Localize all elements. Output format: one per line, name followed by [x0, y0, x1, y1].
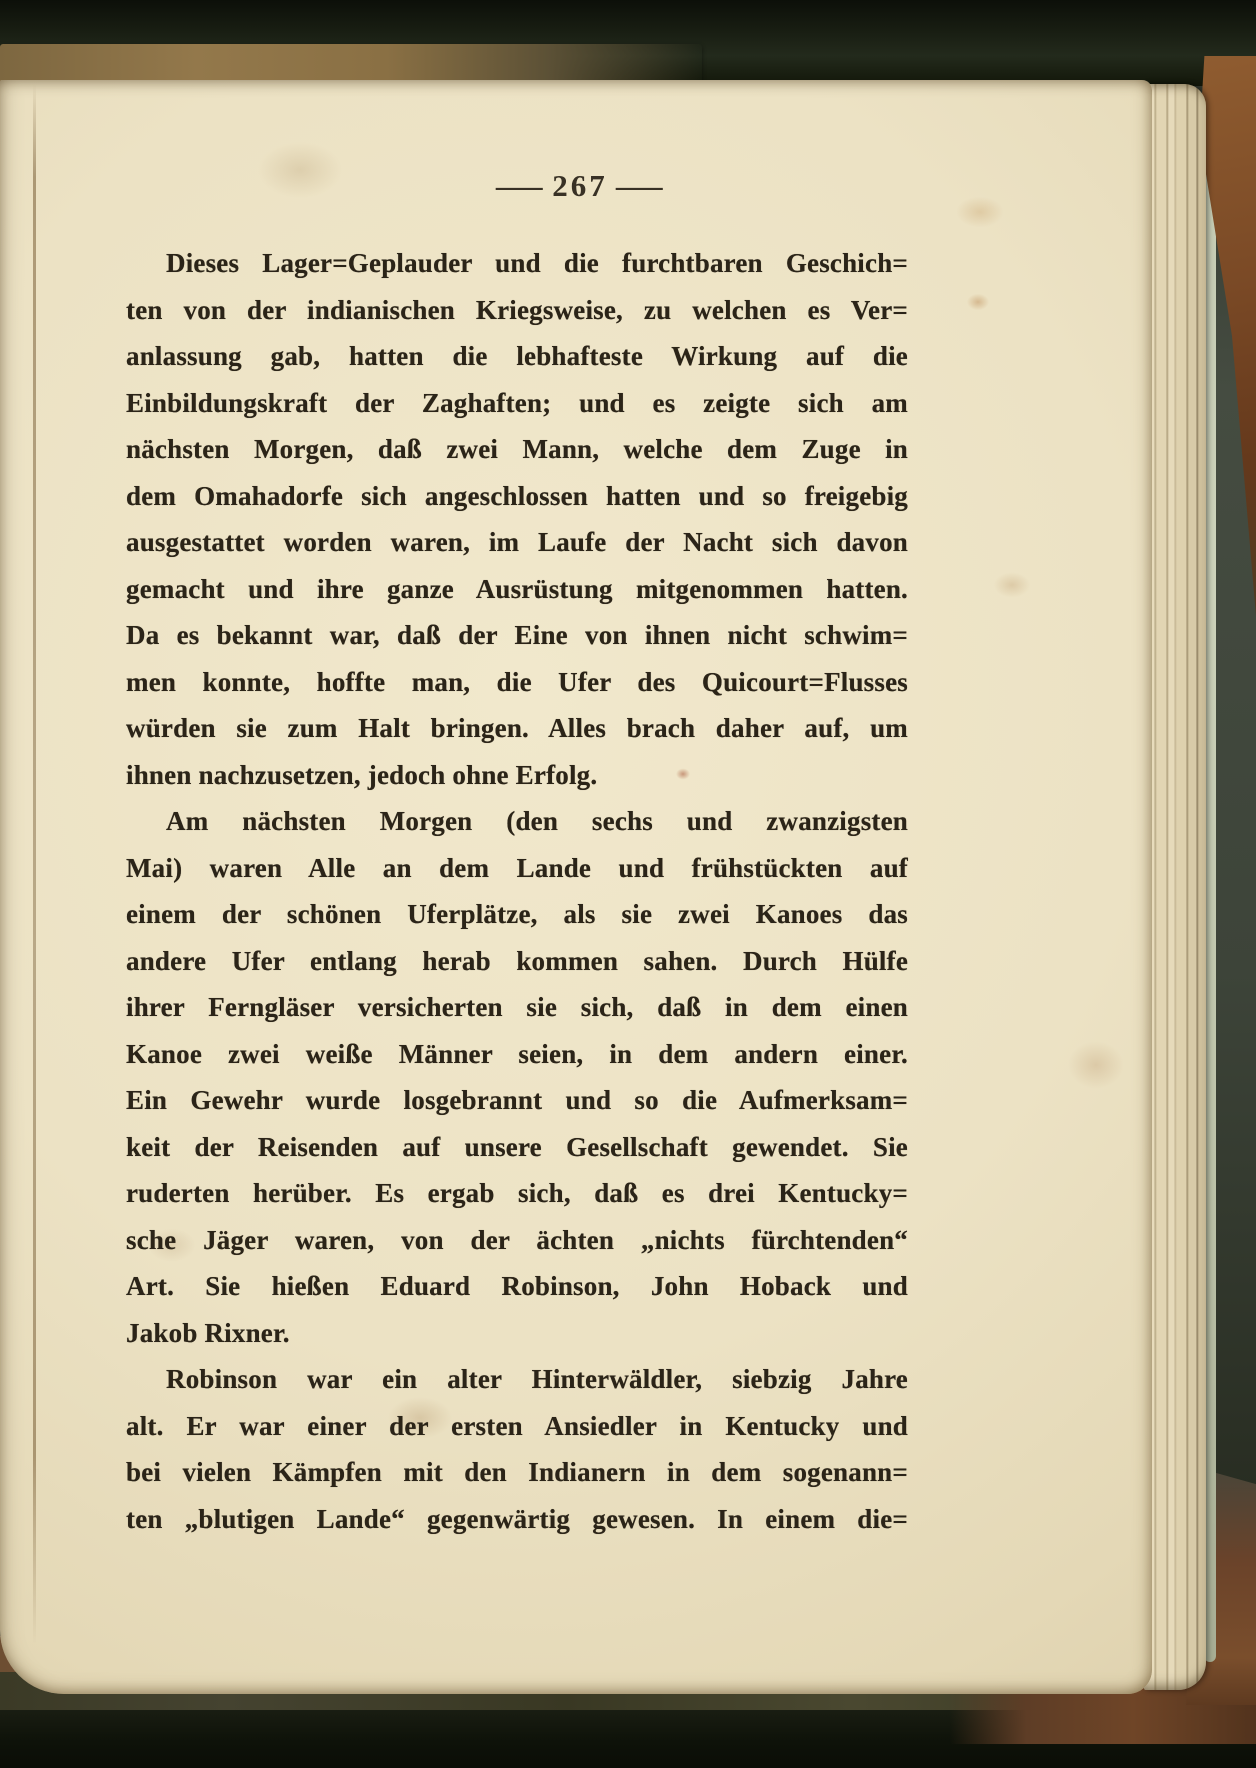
text-line: nächsten Morgen, daß zwei Mann, welche dem Zuge in [126, 434, 908, 464]
header-dash-left: — [496, 168, 545, 203]
text-line: ausgestattet worden waren, im Laufe der Nacht sich davon [126, 527, 908, 557]
text-line: ten von der indianischen Kriegsweise, zu welchen es Ver= [126, 294, 908, 325]
text-line: ten „blutigen Lande“ gegenwärtig gewesen. In einem die= [126, 1503, 908, 1534]
text-line: Am nächsten Morgen (den sechs und zwanzigsten [166, 806, 908, 836]
text-line: ruderten herüber. Es ergab sich, daß es drei Kentucky= [126, 1178, 908, 1208]
text-line: alt. Er war einer der ersten Ansiedler in Kentucky und [126, 1410, 908, 1441]
binding-tape-top [0, 44, 702, 84]
text-line: Mai) waren Alle an dem Lande und frühstückten auf [126, 852, 908, 883]
text-line: Da es bekannt war, daß der Eine von ihnen nicht schwim= [126, 620, 908, 650]
text-line: Ein Gewehr wurde losgebrannt und so die Aufmerksam= [126, 1085, 908, 1115]
page-number: 267 [552, 168, 608, 203]
text-line: Einbildungskraft der Zaghaften; und es zeigte sich am [126, 387, 908, 418]
text-line: dem Omahadorfe sich angeschlossen hatten und so freigebig [126, 480, 908, 511]
text-line: gemacht und ihre ganze Ausrüstung mitgenommen hatten. [126, 573, 908, 604]
text-line: Dieses Lager=Geplauder und die furchtbaren Geschich= [166, 248, 908, 278]
text-line: würden sie zum Halt bringen. Alles brach daher auf, um [126, 713, 908, 743]
page-header [126, 166, 970, 206]
text-line: Art. Sie hießen Eduard Robinson, John Hoback und [126, 1271, 908, 1301]
text-block [126, 240, 908, 1542]
text-line: einem der schönen Uferplätze, als sie zwei Kanoes das [126, 899, 908, 929]
text-line: Jakob Rixner. [126, 1317, 290, 1348]
text-line: men konnte, hoffte man, die Ufer des Quicourt=Flusses [126, 666, 908, 697]
text-line: ihrer Ferngläser versicherten sie sich, daß in dem einen [126, 992, 908, 1022]
book-page [0, 80, 1152, 1694]
text-line: bei vielen Kämpfen mit den Indianern in dem sogenann= [126, 1457, 908, 1487]
page-crease [33, 84, 36, 1644]
text-line: Robinson war ein alter Hinterwäldler, siebzig Jahre [166, 1364, 908, 1394]
text-line: anlassung gab, hatten die lebhafteste Wirkung auf die [126, 341, 908, 371]
header-dash-right: — [615, 168, 664, 203]
text-line: ihnen nachzusetzen, jedoch ohne Erfolg. [126, 759, 598, 790]
text-line: sche Jäger waren, von der ächten „nichts fürchtenden“ [126, 1224, 908, 1255]
text-line: andere Ufer entlang herab kommen sahen. Durch Hülfe [126, 945, 908, 976]
page-stack-edges [1144, 84, 1206, 1690]
text-line: Kanoe zwei weiße Männer seien, in dem andern einer. [126, 1038, 908, 1069]
text-line: keit der Reisenden auf unsere Gesellschaft gewendet. Sie [126, 1131, 908, 1162]
